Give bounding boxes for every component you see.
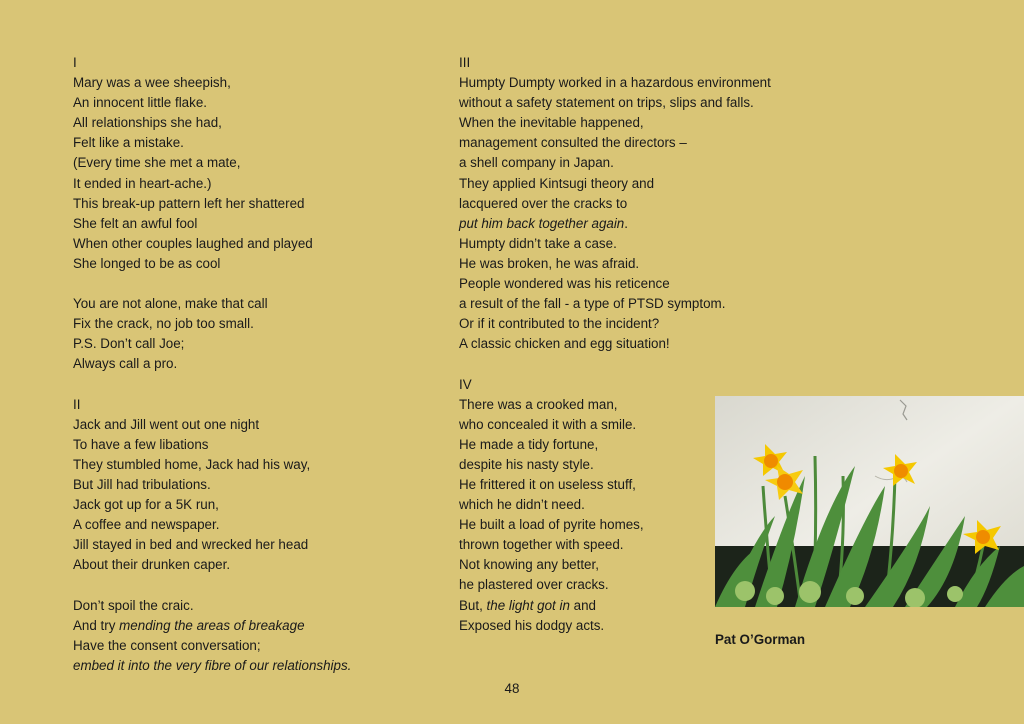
section-numeral: IV bbox=[459, 376, 472, 392]
poem-line: Mary was a wee sheepish, bbox=[73, 75, 231, 91]
stanza-3 bbox=[459, 73, 819, 354]
poem-line: he plastered over cracks. bbox=[459, 577, 609, 593]
poem-line: When the inevitable happened, bbox=[459, 115, 644, 131]
poem-line: (Every time she met a mate, bbox=[73, 155, 241, 171]
poem-line: She longed to be as cool bbox=[73, 255, 221, 271]
stanza-2 bbox=[73, 415, 433, 576]
poem-line: Jill stayed in bed and wrecked her head bbox=[73, 537, 309, 553]
poem-line: put him back together again. bbox=[459, 215, 628, 231]
poem-line: lacquered over the cracks to bbox=[459, 195, 628, 211]
author-name: Pat O’Gorman bbox=[715, 632, 806, 647]
poem-line: Humpty Dumpty worked in a hazardous environment bbox=[459, 75, 771, 91]
poem-line: It ended in heart-ache.) bbox=[73, 175, 212, 191]
poem-line: a shell company in Japan. bbox=[459, 155, 614, 171]
poem-line: He was broken, he was afraid. bbox=[459, 255, 640, 271]
poem-line: You are not alone, make that call bbox=[73, 296, 268, 312]
poem-line: Humpty didn’t take a case. bbox=[459, 235, 617, 251]
italic-phrase: mending the areas of breakage bbox=[119, 617, 305, 633]
poem-line: And try mending the areas of breakage bbox=[73, 617, 305, 633]
poem-line: To have a few libations bbox=[73, 436, 209, 452]
poem-line: He frittered it on useless stuff, bbox=[459, 476, 636, 492]
poem-line: They stumbled home, Jack had his way, bbox=[73, 456, 311, 472]
poem-line: embed it into the very fibre of our relationships. bbox=[73, 657, 352, 673]
poem-line: Not knowing any better, bbox=[459, 557, 599, 573]
poem-line: Always call a pro. bbox=[73, 356, 178, 372]
poem-line: A coffee and newspaper. bbox=[73, 517, 220, 533]
poem-line: When other couples laughed and played bbox=[73, 235, 313, 251]
poem-line: Fix the crack, no job too small. bbox=[73, 316, 254, 332]
poem-line: About their drunken caper. bbox=[73, 557, 231, 573]
poem-line: There was a crooked man, bbox=[459, 396, 618, 412]
daffodil-illustration bbox=[715, 396, 1024, 607]
poem-line: But Jill had tribulations. bbox=[73, 476, 211, 492]
poem-line: a result of the fall - a type of PTSD symptom. bbox=[459, 296, 726, 312]
daffodil-photo bbox=[715, 396, 1024, 607]
poem-line: An innocent little flake. bbox=[73, 95, 207, 111]
poem-line: Exposed his dodgy acts. bbox=[459, 617, 605, 633]
poem-line: management consulted the directors – bbox=[459, 135, 687, 151]
italic-phrase: put him back together again bbox=[459, 215, 625, 231]
poem-line: Don’t spoil the craic. bbox=[73, 597, 194, 613]
poem-line: She felt an awful fool bbox=[73, 215, 198, 231]
refrain-2 bbox=[73, 596, 433, 676]
page-number: 48 bbox=[504, 681, 520, 696]
poem-line: without a safety statement on trips, slips and falls. bbox=[459, 95, 754, 111]
section-numeral: III bbox=[459, 55, 471, 70]
poem-line: Or if it contributed to the incident? bbox=[459, 316, 660, 332]
poem-line: who concealed it with a smile. bbox=[459, 416, 637, 432]
poem-line: People wondered was his reticence bbox=[459, 276, 670, 292]
poem-line: This break-up pattern left her shattered bbox=[73, 195, 305, 211]
poem-line: P.S. Don’t call Joe; bbox=[73, 336, 185, 352]
poem-line: A classic chicken and egg situation! bbox=[459, 336, 670, 352]
stanza-1 bbox=[73, 73, 433, 274]
poem-line: Jack and Jill went out one night bbox=[73, 416, 260, 432]
refrain-1 bbox=[73, 294, 433, 374]
poem-line: They applied Kintsugi theory and bbox=[459, 175, 655, 191]
italic-phrase: the light got in bbox=[486, 597, 570, 613]
poem-line: despite his nasty style. bbox=[459, 456, 594, 472]
left-column bbox=[73, 53, 433, 676]
poem-line: All relationships she had, bbox=[73, 115, 222, 131]
poem-line: Felt like a mistake. bbox=[73, 135, 184, 151]
poem-line: He made a tidy fortune, bbox=[459, 436, 599, 452]
poem-line: Jack got up for a 5K run, bbox=[73, 497, 219, 513]
section-numeral: I bbox=[73, 55, 77, 70]
poem-line: But, the light got in and bbox=[459, 597, 596, 613]
poem-line: Have the consent conversation; bbox=[73, 637, 261, 653]
section-numeral: II bbox=[73, 396, 81, 412]
poem-line: He built a load of pyrite homes, bbox=[459, 517, 644, 533]
poem-line: thrown together with speed. bbox=[459, 537, 624, 553]
poem-line: which he didn’t need. bbox=[459, 497, 585, 513]
